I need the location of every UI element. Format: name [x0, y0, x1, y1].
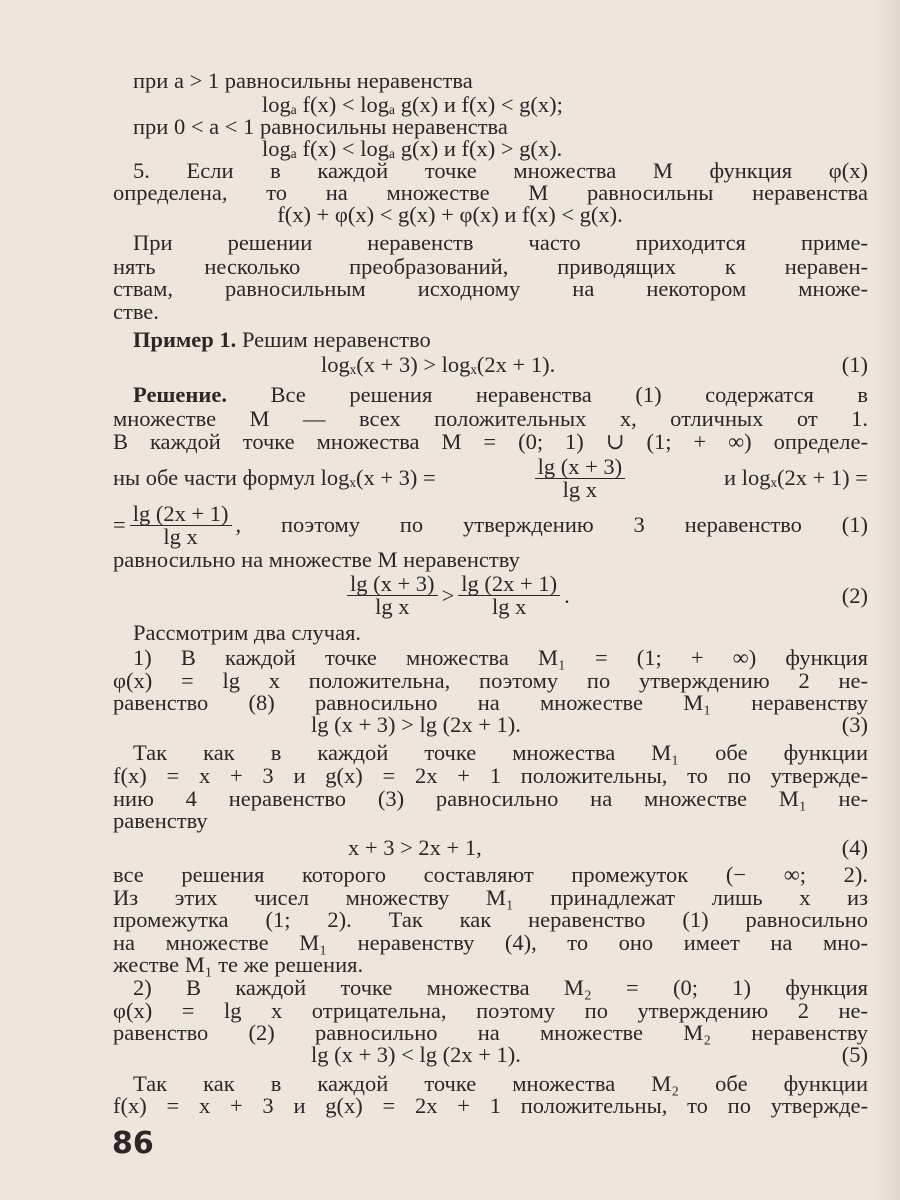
formula: x + 3 > 2x + 1, — [348, 835, 482, 860]
fraction — [130, 500, 232, 549]
denominator: lg x — [163, 523, 198, 549]
text-line: f(x) = x + 3 и g(x) = 2x + 1 положительны, то по утвержде- — [113, 763, 868, 788]
page-number: 86 — [112, 1126, 154, 1161]
text-line: определена, то на множестве M равносильны неравенства — [113, 180, 868, 205]
example-text: Решим неравенство — [236, 327, 431, 352]
equation-number: (5) — [841, 1042, 868, 1067]
numerator: lg (x + 3) — [347, 573, 438, 596]
text: , поэтому по утверждению 3 неравенство (1) — [235, 512, 868, 537]
equation-2 — [113, 573, 868, 619]
text-line: нять несколько преобразований, приводящих к неравен- — [113, 254, 868, 279]
text-line: промежутка (1; 2). Так как неравенство (1) равносильно — [113, 907, 868, 932]
formula: logₓ(x + 3) > logₓ(2x + 1). — [321, 352, 556, 377]
formula: logₐ f(x) < logₐ g(x) и f(x) < g(x); — [262, 92, 563, 117]
equation-3 — [113, 714, 868, 736]
equation-number: (3) — [841, 712, 868, 737]
formula: logₐ f(x) < logₐ g(x) и f(x) > g(x). — [262, 136, 563, 161]
text: ны обе части формул logₓ(x + 3) = — [113, 465, 436, 490]
text-line: φ(x) = lg x положительна, поэтому по утверждению 2 не- — [113, 668, 868, 693]
formula-line — [113, 455, 868, 501]
text-line: на множестве M₁ неравенству (4), то оно имеет на мно- — [113, 930, 868, 955]
text-line: равенству — [113, 808, 208, 833]
equation-number: (4) — [841, 835, 868, 860]
text-line: φ(x) = lg x отрицательна, поэтому по утверждению 2 не- — [113, 998, 868, 1023]
text-line: нию 4 неравенство (3) равносильно на множестве M₁ не- — [113, 786, 868, 811]
text-line: при a > 1 равносильны неравенства — [133, 68, 473, 93]
denominator: lg x — [491, 594, 527, 619]
formula: lg (x + 3) > lg (2x + 1). — [311, 712, 521, 737]
text-line: множестве M — всех положительных x, отличных от 1. — [113, 406, 868, 431]
text-line: 2) В каждой точке множества M₂ = (0; 1) функция — [133, 975, 868, 1000]
text-line: 1) В каждой точке множества M₁ = (1; + ∞) функция — [133, 645, 868, 670]
text-line: равносильно на множестве M неравенству — [113, 547, 520, 572]
equation-5 — [113, 1044, 868, 1066]
fraction — [347, 573, 438, 618]
text-line: жестве M₁ те же решения. — [113, 952, 364, 977]
equation-number: (2) — [841, 583, 868, 608]
operator: > — [441, 582, 455, 608]
denominator: lg x — [562, 476, 598, 502]
text: . — [564, 582, 570, 608]
equation-1 — [113, 354, 868, 376]
numerator: lg (2x + 1) — [458, 573, 560, 596]
fraction — [535, 453, 626, 502]
text-line: Рассмотрим два случая. — [133, 620, 362, 645]
denominator: lg x — [375, 594, 410, 619]
text-line: f(x) = x + 3 и g(x) = 2x + 1 положительны, то по утвержде- — [113, 1093, 868, 1118]
text-line — [133, 384, 868, 406]
numerator: lg (x + 3) — [535, 456, 626, 479]
text: и logₓ(2x + 1) = — [724, 465, 868, 490]
text: = — [113, 512, 126, 537]
example-heading — [133, 329, 868, 351]
text-line: При решении неравенств часто приходится приме- — [133, 230, 868, 255]
text-line: ствам, равносильным исходному на некотором множе- — [113, 276, 868, 301]
equation-number: (1) — [841, 352, 868, 377]
equation-4 — [113, 837, 868, 859]
text-line: Так как в каждой точке множества M₁ обе функции — [133, 740, 868, 765]
solution-label: Решение. — [133, 382, 227, 407]
formula: f(x) + φ(x) < g(x) + φ(x) и f(x) < g(x). — [277, 202, 623, 227]
formula-line — [113, 502, 868, 548]
text-line: при 0 < a < 1 равносильны неравенства — [133, 114, 508, 139]
text-line: равенство (2) равносильно на множестве M₂ неравенству — [113, 1020, 868, 1045]
formula: lg (x + 3) < lg (2x + 1). — [311, 1042, 521, 1067]
numerator: lg (2x + 1) — [130, 503, 232, 526]
text-line: Так как в каждой точке множества M₂ обе функции — [133, 1071, 868, 1096]
fraction — [458, 573, 560, 618]
example-label: Пример 1. — [133, 327, 237, 352]
text-line: стве. — [113, 299, 159, 324]
page-edge-shadow — [872, 0, 900, 1200]
text-line: В каждой точке множества M = (0; 1) ∪ (1; + ∞) определе- — [113, 429, 868, 454]
text-line: равенство (8) равносильно на множестве M₁ неравенству — [113, 690, 868, 715]
text-line: Из этих чисел множеству M₁ принадлежат лишь x из — [113, 885, 868, 910]
text-line: 5. Если в каждой точке множества M функция φ(x) — [133, 158, 868, 183]
text-line: все решения которого составляют промежуток (− ∞; 2). — [113, 862, 868, 887]
text: Все решения неравенства (1) содержатся в — [226, 382, 868, 407]
